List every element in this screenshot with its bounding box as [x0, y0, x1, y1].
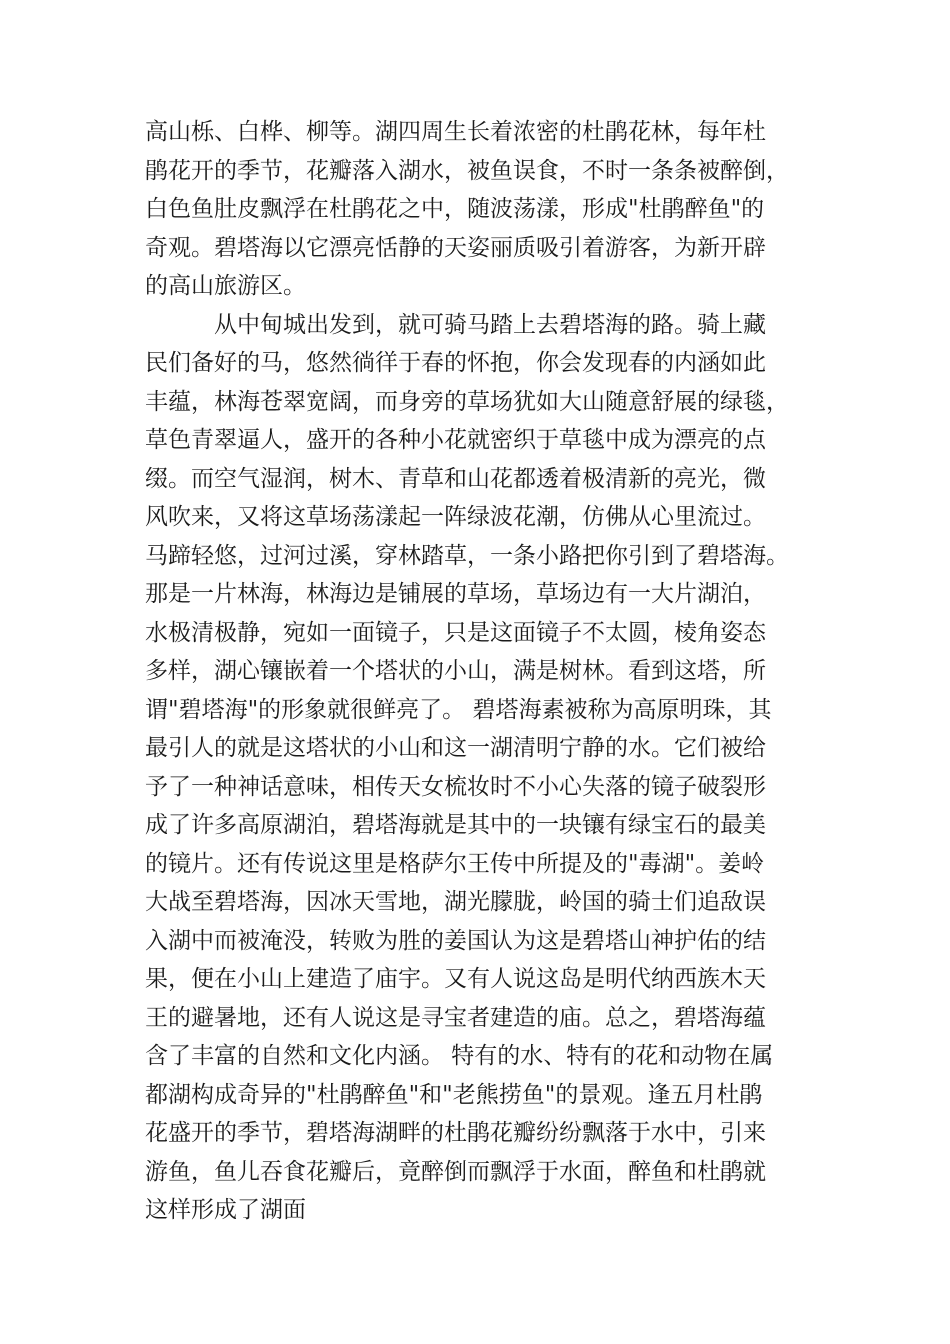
- paragraph-2: [145, 306, 815, 1230]
- text-line: 这样形成了湖面: [145, 1197, 306, 1223]
- text-line: 大战至碧塔海，因冰天雪地，湖光朦胧，岭国的骑士们追敌误: [145, 889, 766, 915]
- text-line: 民们备好的马，悠然徜徉于春的怀抱，你会发现春的内涵如此: [145, 350, 766, 376]
- text-line: 高山栎、白桦、柳等。湖四周生长着浓密的杜鹃花林，每年杜: [145, 119, 766, 145]
- text-line: 风吹来，又将这草场荡漾起一阵绿波花潮，仿佛从心里流过。: [145, 504, 766, 530]
- text-line: 鹃花开的季节，花瓣落入湖水，被鱼误食，不时一条条被醉倒，: [145, 157, 789, 184]
- text-line: 奇观。碧塔海以它漂亮恬静的天姿丽质吸引着游客，为新开辟: [145, 234, 766, 261]
- text-line: 王的避暑地，还有人说这是寻宝者建造的庙。总之，碧塔海蕴: [145, 1004, 766, 1031]
- text-line: 的镜片。还有传说这里是格萨尔王传中所提及的"毒湖"。姜岭: [145, 850, 765, 877]
- text-line: 丰蕴，林海苍翠宽阔，而身旁的草场犹如大山随意舒展的绿毯，: [145, 388, 789, 415]
- text-line: 马蹄轻悠，过河过溪，穿林踏草，一条小路把你引到了碧塔海。: [145, 542, 789, 569]
- text-line: 谓"碧塔海"的形象就很鲜亮了。 碧塔海素被称为高原明珠，其: [145, 696, 772, 723]
- text-line: 入湖中而被淹没，转败为胜的姜国认为这是碧塔山神护佑的结: [145, 927, 766, 954]
- text-line: 水极清极静，宛如一面镜子，只是这面镜子不太圆，棱角姿态: [145, 619, 766, 646]
- document-body: [145, 113, 815, 1230]
- text-line: 游鱼，鱼儿吞食花瓣后，竟醉倒而飘浮于水面，醉鱼和杜鹃就: [145, 1158, 766, 1185]
- text-line: 花盛开的季节，碧塔海湖畔的杜鹃花瓣纷纷飘落于水中，引来: [145, 1120, 766, 1146]
- text-line: 缀。而空气湿润，树木、青草和山花都透着极清新的亮光，微: [145, 465, 766, 492]
- text-line: 果，便在小山上建造了庙宇。又有人说这岛是明代纳西族木天: [145, 966, 766, 992]
- text-line: 的高山旅游区。: [145, 273, 306, 299]
- text-line: 多样，湖心镶嵌着一个塔状的小山，满是树林。看到这塔，所: [145, 658, 766, 684]
- text-line: 那是一片林海，林海边是铺展的草场，草场边有一大片湖泊，: [145, 581, 766, 607]
- text-line: 都湖构成奇异的"杜鹃醉鱼"和"老熊捞鱼"的景观。逢五月杜鹃: [145, 1081, 763, 1108]
- text-line: 草色青翠逼人，盛开的各种小花就密织于草毯中成为漂亮的点: [145, 427, 766, 453]
- paragraph-1: [145, 113, 815, 306]
- text-line: 予了一种神话意味，相传天女梳妆时不小心失落的镜子破裂形: [145, 773, 766, 800]
- text-line: 白色鱼肚皮飘浮在杜鹃花之中，随波荡漾，形成"杜鹃醉鱼"的: [145, 196, 765, 222]
- text-line: 最引人的就是这塔状的小山和这一湖清明宁静的水。它们被给: [145, 735, 766, 761]
- text-line-indented: 从中甸城出发到，就可骑马踏上去碧塔海的路。骑上藏: [214, 311, 766, 338]
- text-line: 成了许多高原湖泊，碧塔海就是其中的一块镶有绿宝石的最美: [145, 812, 766, 838]
- text-line: 含了丰富的自然和文化内涵。 特有的水、特有的花和动物在属: [145, 1043, 774, 1069]
